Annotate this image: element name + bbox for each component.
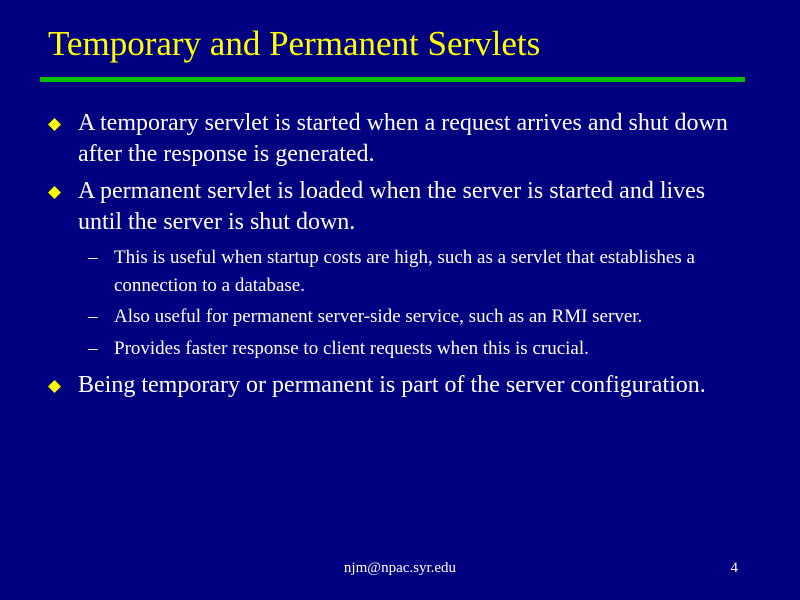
- sub-bullet-marker: –: [88, 338, 98, 359]
- title-divider: [40, 77, 745, 82]
- bullet-text: A permanent servlet is loaded when the server is started and lives until the server is shut down.: [78, 178, 706, 235]
- diamond-bullet-icon: [48, 380, 61, 393]
- sub-bullet-marker: –: [88, 306, 98, 327]
- sub-bullet-text: Also useful for permanent server-side service, such as an RMI server.: [114, 306, 643, 327]
- diamond-bullet-icon: [48, 118, 61, 131]
- page-number: 4: [730, 560, 738, 576]
- sub-bullet-text: Provides faster response to client requests when this is crucial.: [114, 338, 589, 359]
- sub-bullet-marker: –: [88, 247, 98, 268]
- footer-email: njm@npac.syr.edu: [343, 560, 457, 576]
- bullet-text: A temporary servlet is started when a request arrives and shut down after the response is generated.: [78, 110, 728, 167]
- diamond-bullet-icon: [48, 186, 61, 199]
- slide-title: Temporary and Permanent Servlets: [48, 24, 541, 63]
- sub-bullet-text: This is useful when startup costs are high, such as a servlet that establishes a connection to a database.: [114, 247, 695, 296]
- bullet-text: Being temporary or permanent is part of the server configuration.: [78, 372, 706, 398]
